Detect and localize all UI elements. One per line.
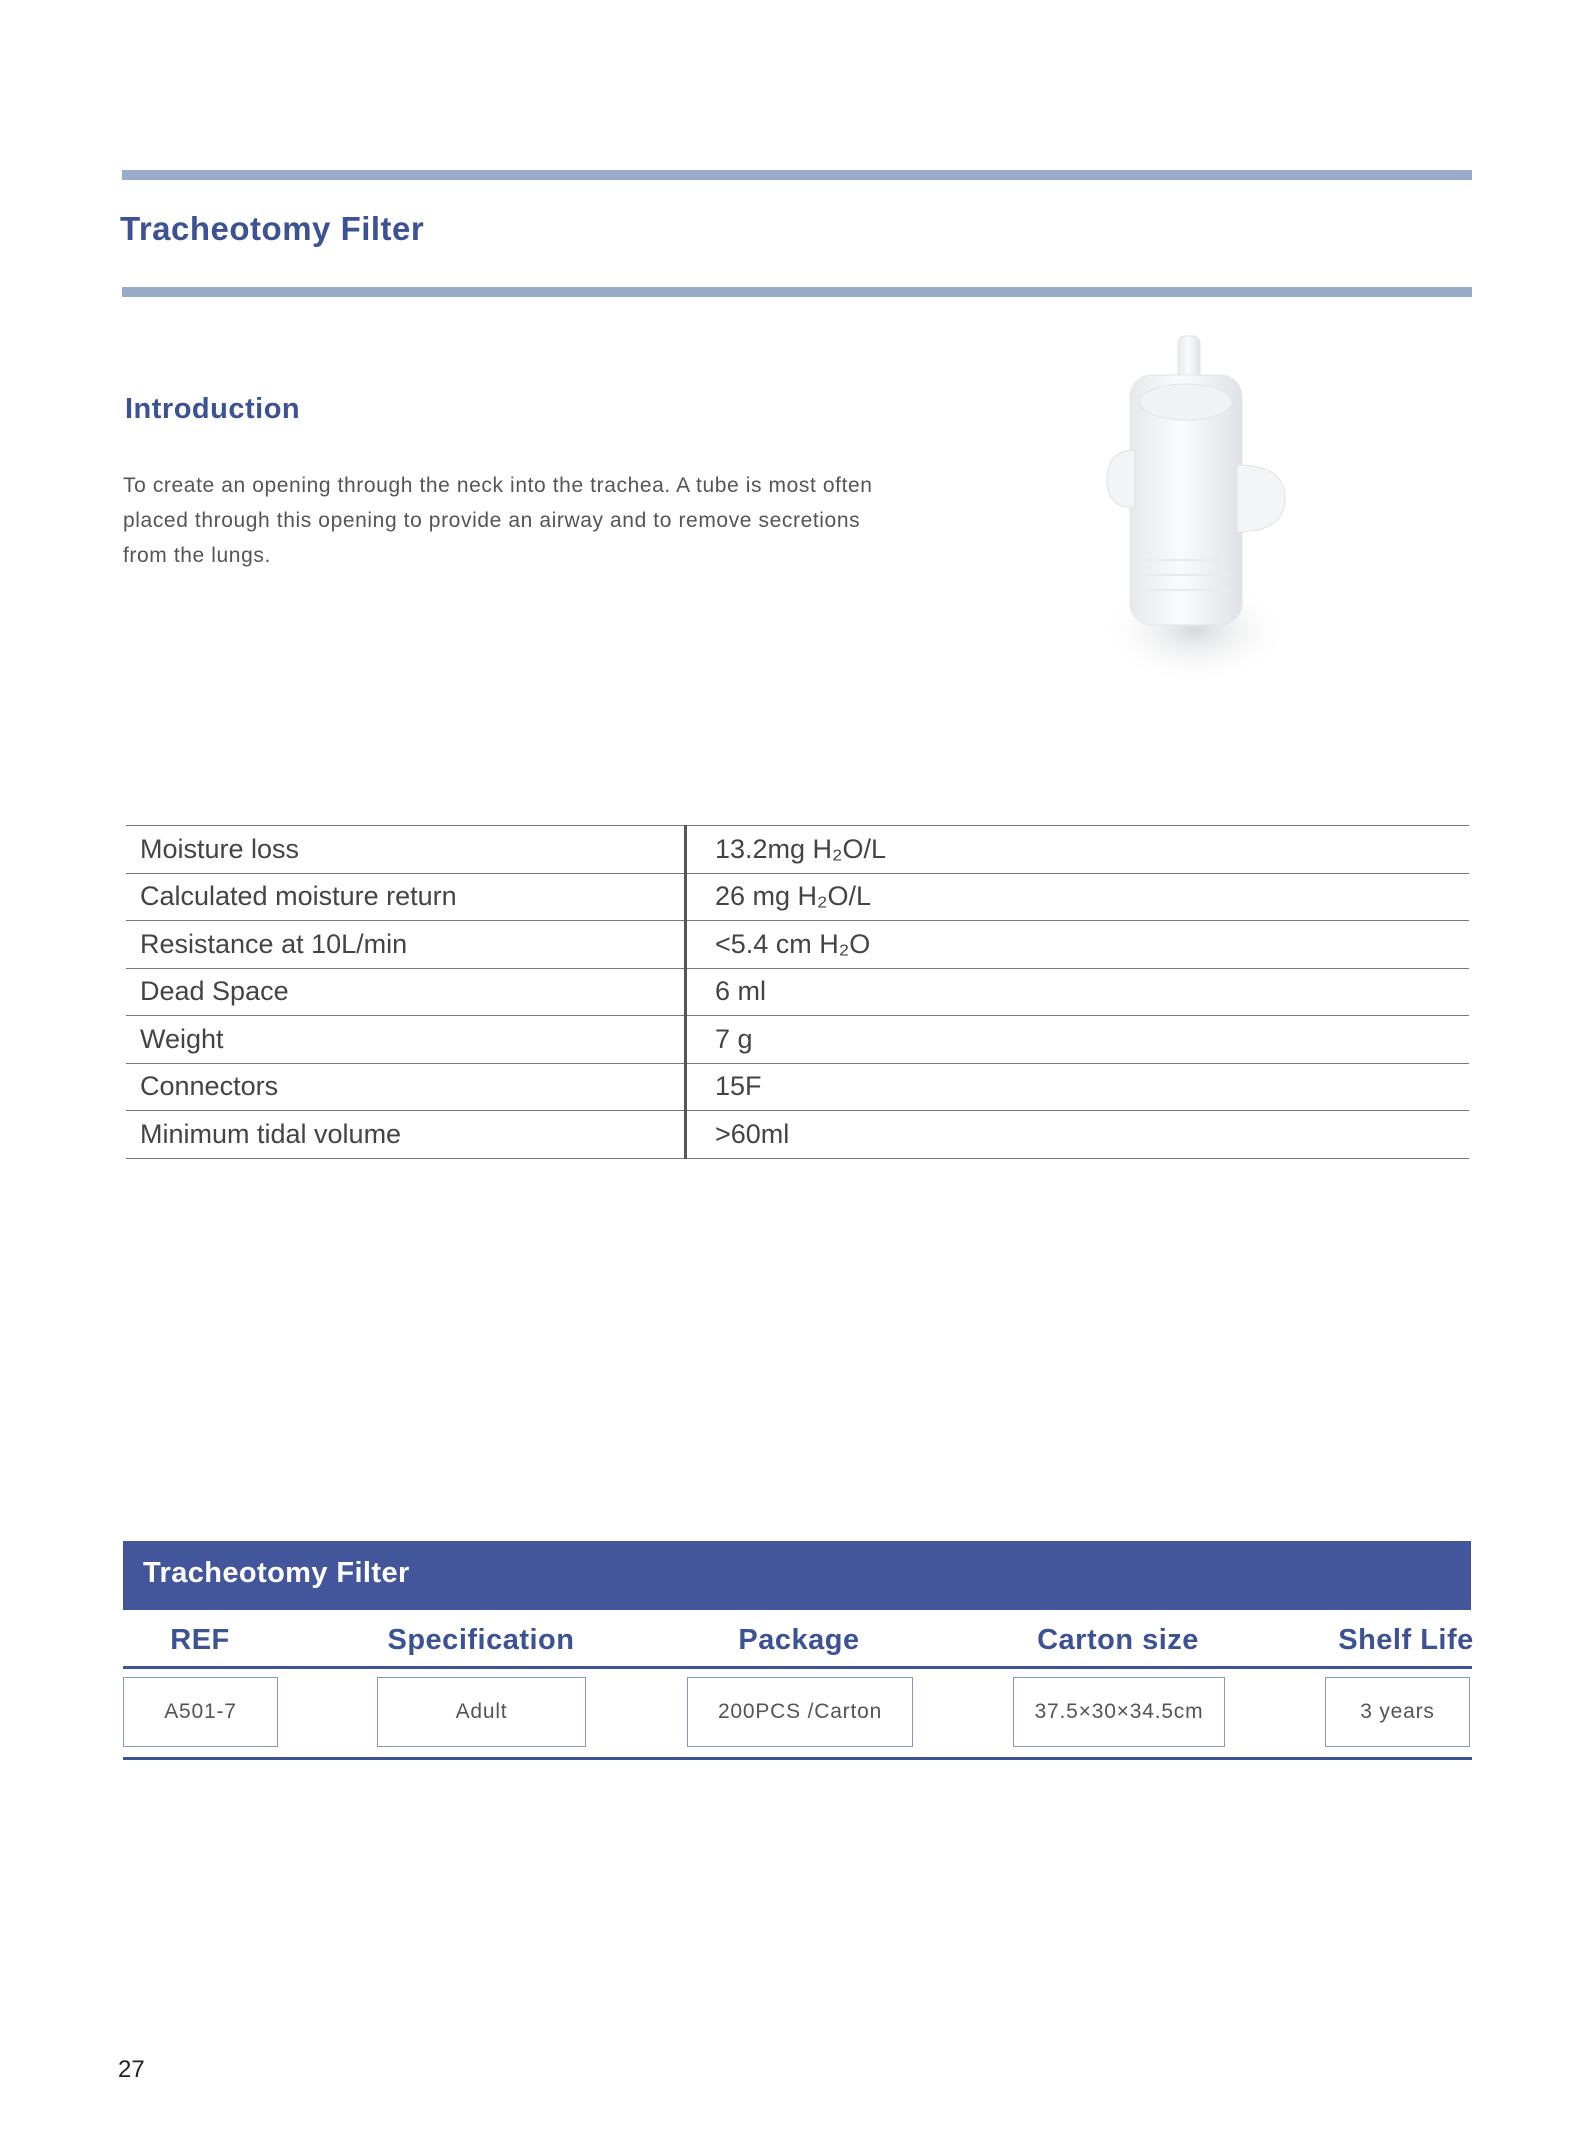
spec-value: >60ml <box>686 1111 1470 1159</box>
spec-value: 26 mg H₂O/L <box>686 873 1470 921</box>
spec-value: 13.2mg H₂O/L <box>686 826 1470 874</box>
spec-label: Weight <box>126 1016 686 1064</box>
shelf-life-cell: 3 years <box>1325 1677 1470 1747</box>
table-row <box>126 1063 1469 1111</box>
page-number: 27 <box>118 2056 145 2083</box>
product-image <box>1095 330 1295 685</box>
introduction-line: To create an opening through the neck into the trachea. A tube is most often <box>123 474 873 497</box>
package-cell: 200PCS /Carton <box>687 1677 913 1747</box>
ordering-title: Tracheotomy Filter <box>143 1557 410 1589</box>
specification-cell: Adult <box>377 1677 586 1747</box>
ordering-divider-bottom <box>123 1757 1472 1760</box>
spec-label: Moisture loss <box>126 826 686 874</box>
table-row <box>126 968 1469 1016</box>
spec-label: Resistance at 10L/min <box>126 921 686 969</box>
spec-value: 6 ml <box>686 968 1470 1016</box>
table-row <box>126 921 1469 969</box>
page-title: Tracheotomy Filter <box>120 210 425 247</box>
table-row <box>126 1111 1469 1159</box>
introduction-heading: Introduction <box>125 393 301 425</box>
ordering-header-bar <box>123 1541 1471 1610</box>
spec-value: 15F <box>686 1063 1470 1111</box>
column-header-ref: REF <box>170 1624 230 1656</box>
spec-label: Dead Space <box>126 968 686 1016</box>
table-row <box>126 873 1469 921</box>
spec-value: <5.4 cm H₂O <box>686 921 1470 969</box>
spec-label: Minimum tidal volume <box>126 1111 686 1159</box>
specifications-table <box>126 825 1469 1159</box>
introduction-line: from the lungs. <box>123 544 271 567</box>
table-row <box>126 1016 1469 1064</box>
header-rule-top <box>122 170 1472 180</box>
spec-label: Calculated moisture return <box>126 873 686 921</box>
introduction-line: placed through this opening to provide an airway and to remove secretions <box>123 509 861 532</box>
column-header-package: Package <box>738 1624 860 1656</box>
ref-cell: A501-7 <box>123 1677 278 1747</box>
column-header-specification: Specification <box>387 1624 575 1656</box>
ordering-divider-top <box>123 1666 1472 1669</box>
spec-value: 7 g <box>686 1016 1470 1064</box>
introduction-text <box>123 468 943 573</box>
header-rule-bottom <box>122 287 1472 297</box>
spec-label: Connectors <box>126 1063 686 1111</box>
carton-size-cell: 37.5×30×34.5cm <box>1013 1677 1225 1747</box>
column-header-shelf-life: Shelf Life <box>1338 1624 1474 1656</box>
column-header-carton-size: Carton size <box>1037 1624 1199 1656</box>
table-row <box>126 826 1469 874</box>
